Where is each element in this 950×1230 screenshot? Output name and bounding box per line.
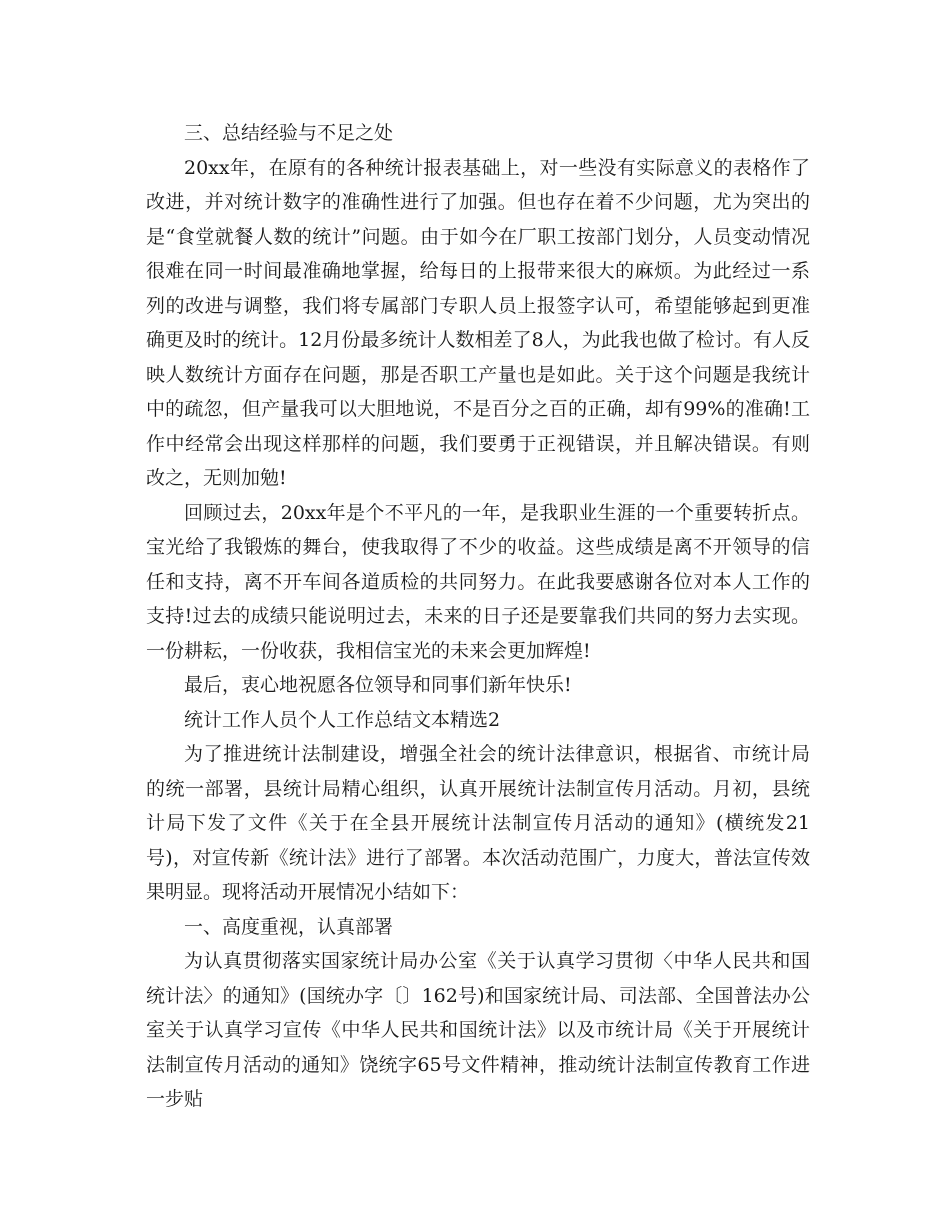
paragraph-statistics-improvement: 20xx年，在原有的各种统计报表基础上，对一些没有实际意义的表格作了改进，并对统计数字的准确性进行了加强。但也存在着不少问题，尤为突出的是“食堂就餐人数的统计”问题。由于如今在厂职工按部门划分，人员变动情况很难在同一时间最准确地掌握，给每日的上报带来很大的麻烦。为此经过一系列的改进与调整，我们将专属部门专职人员上报签字认可，希望能够起到更准确更及时的统计。12月份最多统计人数相差了8人，为此我也做了检讨。有人反映人数统计方面存在问题，那是否职工产量也是如此。关于这个问题是我统计中的疏忽，但产量我可以大胆地说，不是百分之百的正确，却有99%的准确!工作中经常会出现这样那样的问题，我们要勇于正视错误，并且解决错误。有则改之，无则加勉!: [146, 156, 810, 489]
section-title-sample-2: 统计工作人员个人工作总结文本精选2: [184, 708, 501, 731]
paragraph-new-year-wishes: 最后，衷心地祝愿各位领导和同事们新年快乐!: [184, 674, 572, 696]
paragraph-implementation: 为认真贯彻落实国家统计局办公室《关于认真学习贯彻〈中华人民共和国统计法〉的通知》(国统办字〔〕162号)和国家统计局、司法部、全国普法办公室关于认真学习宣传《中华人民共和国统计法》以及市统计局《关于开展统计法制宣传月活动的通知》饶统字65号文件精神，推动统计法制宣传教育工作进一步贴: [146, 950, 810, 1110]
section-heading-summary: 三、总结经验与不足之处: [184, 122, 394, 144]
section-heading-deployment: 一、高度重视，认真部署: [184, 915, 394, 938]
paragraph-review: 回顾过去，20xx年是个不平凡的一年，是我职业生涯的一个重要转折点。宝光给了我锻炼的舞台，使我取得了不少的收益。这些成绩是离不开领导的信任和支持，离不开车间各道质检的共同努力。在此我要感谢各位对本人工作的支持!过去的成绩只能说明过去，未来的日子还是要靠我们共同的努力去实现。一份耕耘，一份收获，我相信宝光的未来会更加辉煌!: [146, 501, 810, 662]
document-body: [146, 116, 810, 1117]
paragraph-legal-promotion: 为了推进统计法制建设，增强全社会的统计法律意识，根据省、市统计局的统一部署，县统计局精心组织，认真开展统计法制宣传月活动。月初，县统计局下发了文件《关于在全县开展统计法制宣传月活动的通知》(横统发21号)，对宣传新《统计法》进行了部署。本次活动范围广，力度大，普法宣传效果明显。现将活动开展情况小结如下：: [146, 743, 810, 903]
